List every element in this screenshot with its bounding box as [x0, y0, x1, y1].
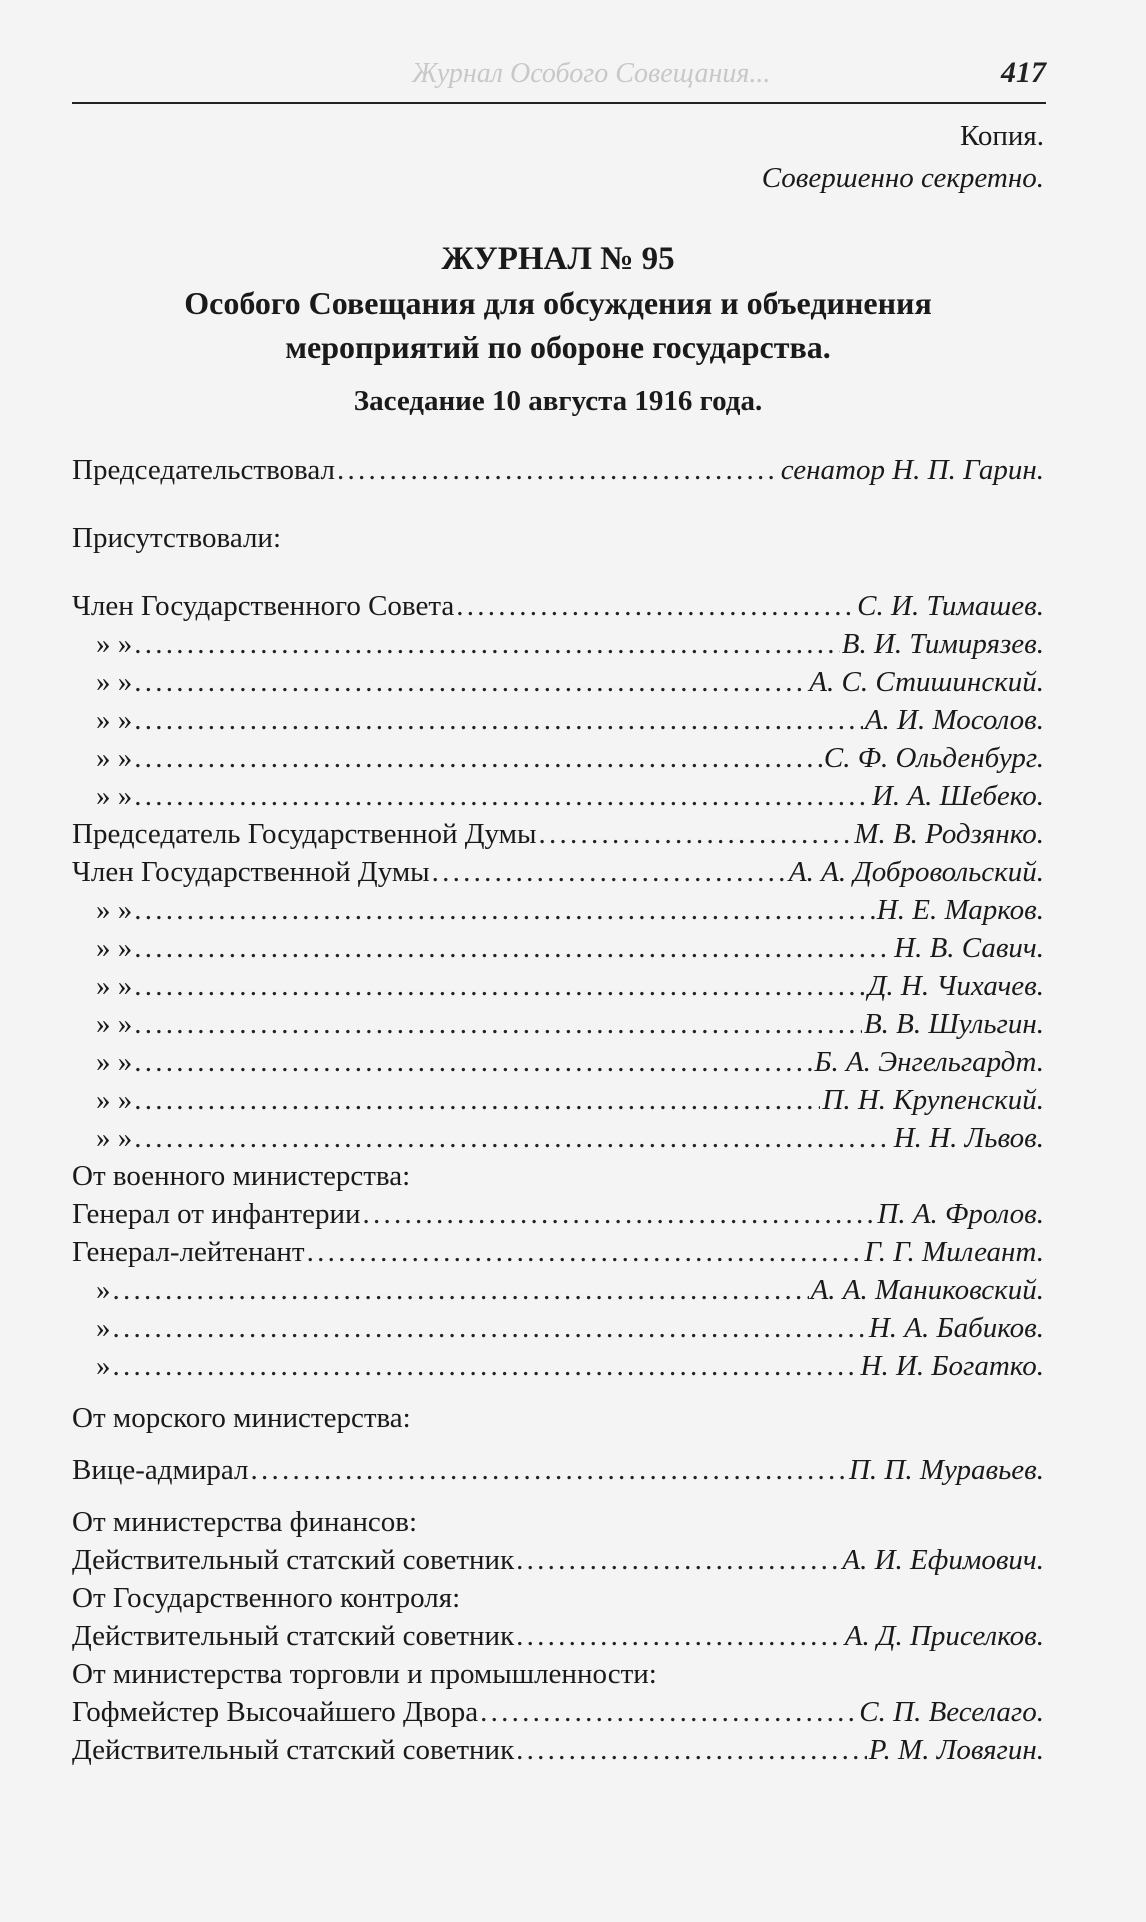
- leader-dots: [134, 1005, 862, 1043]
- leader-dots: [432, 853, 787, 891]
- attendee-title: » »: [96, 1008, 133, 1040]
- attendee-row: [72, 1081, 1044, 1119]
- attendee-title: Действительный статский советник: [72, 1544, 515, 1576]
- attendee-row: [72, 701, 1044, 739]
- attendee-name: Р. М. Ловягин.: [868, 1734, 1044, 1766]
- attendee-name: П. Н. Крупенский.: [822, 1084, 1044, 1116]
- attendee-row: [72, 853, 1044, 891]
- leader-dots: [307, 1233, 863, 1271]
- leader-dots: [363, 1195, 876, 1233]
- attendee-name: М. В. Родзянко.: [854, 818, 1044, 850]
- attendee-title: Действительный статский советник: [72, 1734, 515, 1766]
- attendee-row: [72, 1233, 1044, 1271]
- attendee-name: Г. Г. Милеант.: [864, 1236, 1044, 1268]
- leader-dots: [134, 929, 892, 967]
- attendee-row: [72, 1347, 1044, 1385]
- leader-dots: [480, 1693, 857, 1731]
- attendee-row: [72, 1617, 1044, 1655]
- attendee-name: П. П. Муравьев.: [848, 1454, 1044, 1486]
- state-control-heading: От Государственного контроля:: [72, 1582, 461, 1614]
- attendee-name: Н. В. Савич.: [894, 932, 1044, 964]
- leader-dots: [134, 663, 807, 701]
- attendee-name: С. Ф. Ольденбург.: [823, 742, 1044, 774]
- secret-label: Совершенно секретно.: [761, 162, 1044, 194]
- attendee-row: [72, 1005, 1044, 1043]
- attendee-name: С. П. Веселаго.: [859, 1696, 1044, 1728]
- session-date: Заседание 10 августа 1916 года.: [353, 385, 763, 417]
- attendee-title: » »: [96, 780, 133, 812]
- leader-dots: [134, 1119, 891, 1157]
- copy-label: Копия.: [959, 120, 1044, 152]
- leader-dots: [134, 701, 863, 739]
- attendee-title: » »: [96, 1084, 133, 1116]
- attendee-name: А. И. Мосолов.: [864, 704, 1044, 736]
- attendee-row: [72, 739, 1044, 777]
- attendee-title: » »: [96, 894, 133, 926]
- attendee-title: » »: [96, 970, 133, 1002]
- leader-dots: [134, 1081, 820, 1119]
- attendee-name: А. А. Маниковский.: [810, 1274, 1044, 1306]
- attendee-name: Н. А. Бабиков.: [868, 1312, 1044, 1344]
- attendee-name: П. А. Фролов.: [877, 1198, 1044, 1230]
- attendee-title: » »: [96, 1122, 133, 1154]
- attendee-title: Генерал от инфантерии: [72, 1198, 361, 1230]
- attendee-title: »: [96, 1350, 111, 1382]
- chair-label: Председательствовал: [72, 454, 335, 486]
- attendee-row: [72, 1195, 1044, 1233]
- attendee-title: » »: [96, 704, 133, 736]
- attendee-list-war-ministry: [72, 1195, 1044, 1385]
- attendee-name: В. И. Тимирязев.: [841, 628, 1044, 660]
- attendee-row: [72, 1309, 1044, 1347]
- attendee-title: Председатель Государственной Думы: [72, 818, 537, 850]
- attendee-title: » »: [96, 932, 133, 964]
- attendee-title: » »: [96, 742, 133, 774]
- leader-dots: [134, 891, 875, 929]
- attendee-title: Вице-адмирал: [72, 1454, 249, 1486]
- attendee-row: [72, 587, 1044, 625]
- attendee-name: С. И. Тимашев.: [857, 590, 1044, 622]
- leader-dots: [251, 1451, 847, 1489]
- leader-dots: [134, 777, 870, 815]
- attendee-row: [72, 929, 1044, 967]
- attendee-list-finance-ministry: [72, 1541, 1044, 1579]
- war-ministry-heading: От военного министерства:: [72, 1160, 411, 1192]
- leader-dots: [113, 1271, 809, 1309]
- running-title: Журнал Особого Совещания...: [412, 58, 771, 89]
- attendee-row: [72, 1043, 1044, 1081]
- attendee-row: [72, 891, 1044, 929]
- attendee-row: [72, 815, 1044, 853]
- attendee-name: Н. Е. Марков.: [876, 894, 1044, 926]
- attendee-row: [72, 663, 1044, 701]
- attendee-row: [72, 1693, 1044, 1731]
- page-content: [72, 115, 1044, 1769]
- attendee-row: [72, 1271, 1044, 1309]
- attendee-title: » »: [96, 666, 133, 698]
- attendee-title: Член Государственного Совета: [72, 590, 455, 622]
- leader-dots: [134, 967, 866, 1005]
- present-label: Присутствовали:: [72, 522, 282, 554]
- attendee-title: » »: [96, 1046, 133, 1078]
- attendee-name: Б. А. Энгельгардт.: [814, 1046, 1044, 1078]
- leader-dots: [516, 1617, 843, 1655]
- attendee-row: [72, 777, 1044, 815]
- journal-title: ЖУРНАЛ № 95: [441, 241, 675, 277]
- leader-dots: [134, 625, 840, 663]
- leader-dots: [134, 1043, 812, 1081]
- leader-dots: [337, 451, 779, 489]
- leader-dots: [538, 815, 852, 853]
- leader-dots: [456, 587, 855, 625]
- attendee-row: [72, 1119, 1044, 1157]
- leader-dots: [113, 1347, 859, 1385]
- page-number: 417: [1001, 56, 1046, 89]
- attendee-title: Действительный статский советник: [72, 1620, 515, 1652]
- attendee-title: Генерал-лейтенант: [72, 1236, 305, 1268]
- attendee-title: Член Государственной Думы: [72, 856, 430, 888]
- attendee-name: И. А. Шебеко.: [871, 780, 1044, 812]
- attendee-row: [72, 1731, 1044, 1769]
- attendee-row: [72, 1451, 1044, 1489]
- attendee-name: А. С. Стишинский.: [809, 666, 1044, 698]
- attendee-name: Д. Н. Чихачев.: [867, 970, 1044, 1002]
- attendee-list-council-duma: [72, 587, 1044, 1157]
- attendee-title: Гофмейстер Высочайшего Двора: [72, 1696, 479, 1728]
- trade-ministry-heading: От министерства торговли и промышленности:: [72, 1658, 657, 1690]
- finance-ministry-heading: От министерства финансов:: [72, 1506, 418, 1538]
- attendee-list-navy-ministry: [72, 1451, 1044, 1489]
- attendee-list-trade-ministry: [72, 1693, 1044, 1769]
- attendee-row: [72, 967, 1044, 1005]
- attendee-title: »: [96, 1312, 111, 1344]
- navy-ministry-heading: От морского министерства:: [72, 1402, 411, 1434]
- attendee-name: В. В. Шульгин.: [863, 1008, 1044, 1040]
- page-header: [72, 52, 1046, 104]
- attendee-row: [72, 1541, 1044, 1579]
- attendee-name: Н. Н. Львов.: [893, 1122, 1044, 1154]
- attendee-name: А. Д. Приселков.: [844, 1620, 1044, 1652]
- attendee-title: » »: [96, 628, 133, 660]
- leader-dots: [134, 739, 822, 777]
- attendee-name: А. А. Добровольский.: [788, 856, 1044, 888]
- attendee-name: Н. И. Богатко.: [860, 1350, 1044, 1382]
- leader-dots: [516, 1731, 867, 1769]
- chair-row: [72, 451, 1044, 489]
- journal-subtitle-line-2: мероприятий по обороне государства.: [285, 329, 831, 365]
- leader-dots: [516, 1541, 840, 1579]
- attendee-row: [72, 625, 1044, 663]
- attendee-title: »: [96, 1274, 111, 1306]
- chair-name: сенатор Н. П. Гарин.: [780, 454, 1044, 486]
- attendee-list-state-control: [72, 1617, 1044, 1655]
- journal-subtitle-line-1: Особого Совещания для обсуждения и объединения: [184, 285, 932, 321]
- attendee-name: А. И. Ефимович.: [842, 1544, 1044, 1576]
- leader-dots: [113, 1309, 867, 1347]
